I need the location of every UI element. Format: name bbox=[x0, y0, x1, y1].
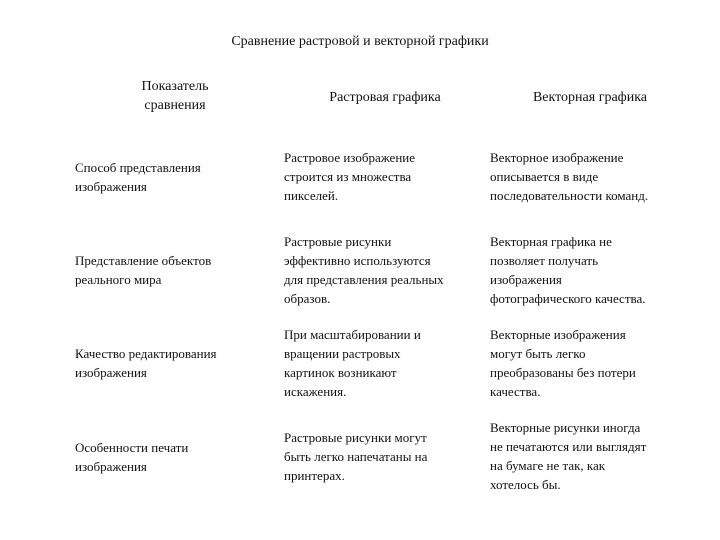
row-4-criterion: Особенности печати изображения bbox=[75, 440, 189, 474]
row-2-criterion: Представление объектов реального мира bbox=[75, 253, 212, 287]
column-header-vector: Векторная графика bbox=[532, 90, 648, 105]
row-3-criterion: Качество редактирования изображения bbox=[75, 346, 217, 380]
row-2-raster: Растровые рисунки эффективно используются для представления реальных образов. bbox=[284, 234, 444, 306]
row-3-vector: Векторные изображения могут быть легко преобразованы без потери качества. bbox=[490, 327, 636, 399]
column-header-criterion: Показатель сравнения bbox=[141, 79, 209, 113]
row-1-raster: Растровое изображение строится из множества пикселей. bbox=[284, 150, 416, 203]
row-4-raster: Растровые рисунки могут быть легко напечатаны на принтерах. bbox=[284, 430, 428, 483]
column-header-raster: Растровая графика bbox=[329, 90, 441, 105]
row-2-vector: Векторная графика не позволяет получать изображения фотографического качества. bbox=[490, 234, 646, 306]
row-4-vector: Векторные рисунки иногда не печатаются или выглядят на бумаге не так, как хотелось бы. bbox=[490, 420, 647, 492]
row-1-vector: Векторное изображение описывается в виде последовательности команд. bbox=[490, 150, 649, 203]
row-3-raster: При масштабировании и вращении растровых картинок возникают искажения. bbox=[284, 327, 421, 399]
row-1-criterion: Способ представления изображения bbox=[75, 160, 201, 194]
page-title: Сравнение растровой и векторной графики bbox=[231, 34, 489, 49]
